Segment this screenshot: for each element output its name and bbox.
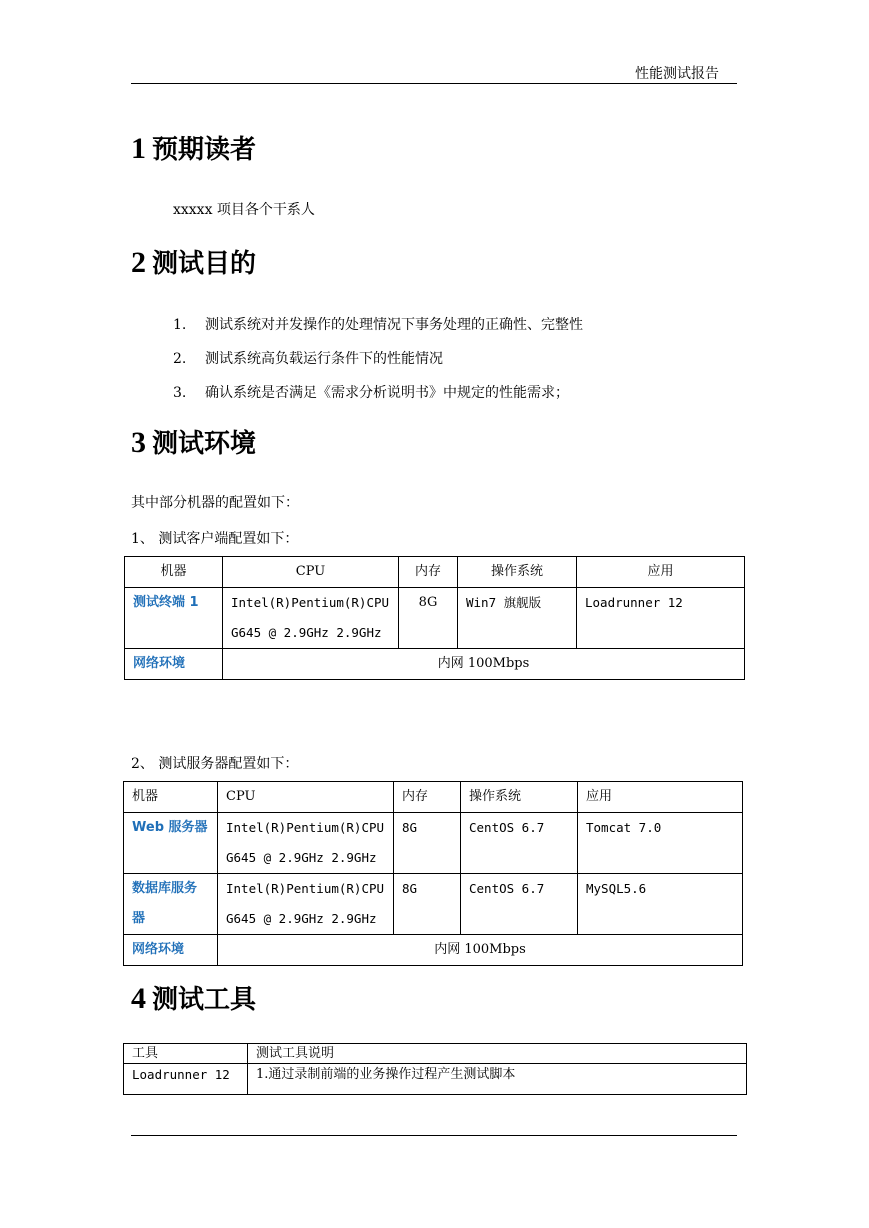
cpu-line: Intel(R)Pentium(R)CPU xyxy=(231,595,390,610)
table-header-row xyxy=(124,1044,747,1064)
col-header-cpu: CPU xyxy=(223,557,399,588)
col-header-os: 操作系统 xyxy=(461,782,578,813)
list-text: 确认系统是否满足《需求分析说明书》中规定的性能需求； xyxy=(205,385,569,401)
list-item xyxy=(173,314,583,334)
section-heading-3 xyxy=(131,428,256,459)
col-header-app: 应用 xyxy=(578,782,743,813)
section-number: 1 xyxy=(131,132,146,165)
memory-cell: 8G xyxy=(394,874,461,935)
table-row xyxy=(124,1064,747,1095)
app-cell: Loadrunner 12 xyxy=(577,588,745,649)
table-row xyxy=(124,935,743,966)
table-header-row xyxy=(124,782,743,813)
section-heading-4 xyxy=(131,984,256,1015)
col-header-os: 操作系统 xyxy=(458,557,577,588)
section-number: 2 xyxy=(131,246,146,279)
table-header-row xyxy=(125,557,745,588)
cpu-cell xyxy=(223,588,399,649)
list-text: 测试系统对并发操作的处理情况下事务处理的正确性、完整性 xyxy=(205,317,583,333)
col-header-cpu: CPU xyxy=(218,782,394,813)
col-header-memory: 内存 xyxy=(399,557,458,588)
env-intro: 其中部分机器的配置如下： xyxy=(131,495,299,511)
section-title: 测试目的 xyxy=(152,249,257,279)
section-number: 3 xyxy=(131,426,146,459)
machine-line: 器 xyxy=(132,911,146,926)
list-text: 测试系统高负载运行条件下的性能情况 xyxy=(205,351,443,367)
section-title: 测试环境 xyxy=(152,429,257,459)
tool-name: Loadrunner 12 xyxy=(124,1064,248,1095)
tool-description: 1.通过录制前端的业务操作过程产生测试脚本 xyxy=(248,1064,747,1095)
table-row xyxy=(125,649,745,680)
cpu-line: G645 @ 2.9GHz 2.9GHz xyxy=(226,911,377,926)
table-row xyxy=(124,813,743,874)
col-header-app: 应用 xyxy=(577,557,745,588)
network-label: 网络环境 xyxy=(124,935,218,966)
footer-divider xyxy=(131,1135,737,1136)
network-value: 内网 100Mbps xyxy=(223,649,745,680)
col-header-tool: 工具 xyxy=(124,1044,248,1064)
col-header-machine: 机器 xyxy=(125,557,223,588)
memory-cell: 8G xyxy=(394,813,461,874)
col-header-description: 测试工具说明 xyxy=(248,1044,747,1064)
table-row xyxy=(124,874,743,935)
app-cell: MySQL5.6 xyxy=(578,874,743,935)
header-title: 性能测试报告 xyxy=(635,66,719,82)
section-title: 测试工具 xyxy=(152,985,257,1015)
os-cell: CentOS 6.7 xyxy=(461,813,578,874)
os-cell: Win7 旗舰版 xyxy=(458,588,577,649)
section-heading-2 xyxy=(131,248,256,279)
section-title: 预期读者 xyxy=(152,135,257,165)
list-item xyxy=(173,382,569,402)
machine-line: 数据库服务 xyxy=(132,881,198,896)
list-index: 2. xyxy=(173,351,187,367)
server-caption: 2、 测试服务器配置如下： xyxy=(131,756,299,772)
client-caption: 1、 测试客户端配置如下： xyxy=(131,531,299,547)
machine-name: Web 服务器 xyxy=(124,813,218,874)
section-heading-1 xyxy=(131,134,256,165)
col-header-memory: 内存 xyxy=(394,782,461,813)
server-config-table xyxy=(123,781,743,966)
cpu-cell xyxy=(218,874,394,935)
list-index: 1. xyxy=(173,317,187,333)
list-index: 3. xyxy=(173,385,187,401)
cpu-line: Intel(R)Pentium(R)CPU xyxy=(226,881,385,896)
col-header-machine: 机器 xyxy=(124,782,218,813)
app-cell: Tomcat 7.0 xyxy=(578,813,743,874)
machine-name: 测试终端 1 xyxy=(125,588,223,649)
tools-table xyxy=(123,1043,747,1095)
memory-cell: 8G xyxy=(399,588,458,649)
cpu-line: Intel(R)Pentium(R)CPU xyxy=(226,820,385,835)
network-label: 网络环境 xyxy=(125,649,223,680)
client-config-table xyxy=(124,556,745,680)
network-value: 内网 100Mbps xyxy=(218,935,743,966)
cpu-line: G645 @ 2.9GHz 2.9GHz xyxy=(226,850,377,865)
cpu-line: G645 @ 2.9GHz 2.9GHz xyxy=(231,625,382,640)
list-item xyxy=(173,348,443,368)
table-row xyxy=(125,588,745,649)
cpu-cell xyxy=(218,813,394,874)
machine-name xyxy=(124,874,218,935)
section-number: 4 xyxy=(131,982,146,1015)
os-cell: CentOS 6.7 xyxy=(461,874,578,935)
page-header xyxy=(131,58,737,84)
readers-text: xxxxx 项目各个干系人 xyxy=(173,202,315,218)
